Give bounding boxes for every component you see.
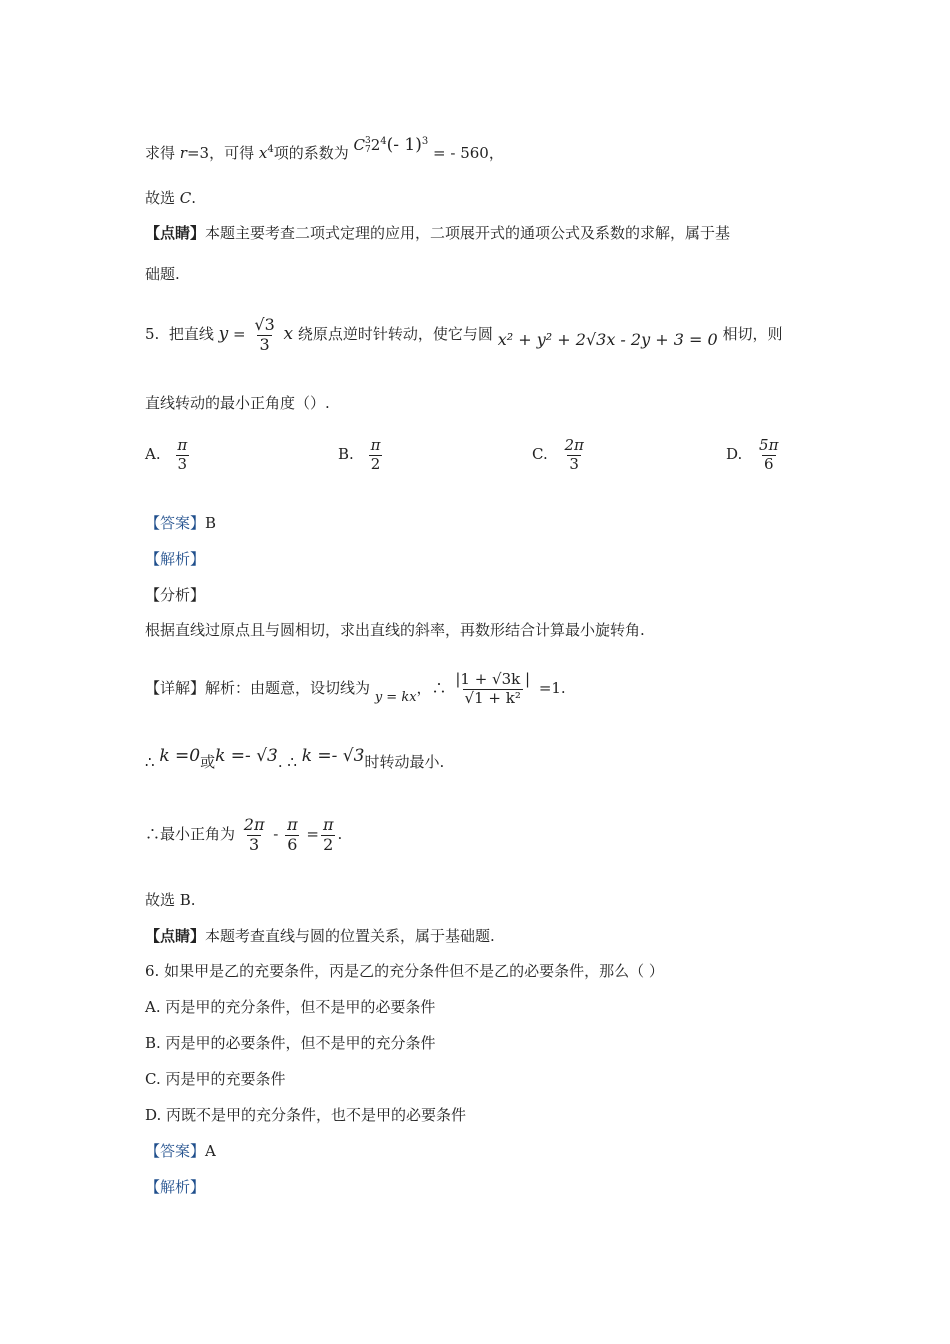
var-r: r — [179, 144, 187, 162]
text: 把直线 — [168, 325, 214, 343]
comb-sup: 3 — [364, 136, 371, 146]
option-c — [532, 432, 588, 476]
denominator: 6 — [763, 454, 774, 473]
numerator: π — [177, 436, 188, 455]
choice: C — [179, 189, 192, 207]
eq: = — [228, 325, 246, 343]
var-x: x — [283, 324, 294, 344]
line-result — [145, 135, 504, 163]
text: 相切，则 — [722, 325, 783, 343]
text: 6. 如果甲是乙的充要条件，丙是乙的充分条件但不是乙的必要条件，那么（ ） — [145, 962, 664, 980]
text: 根据直线过原点且与圆相切，求出直线的斜率，再数形结合计算最小旋转角. — [145, 621, 645, 639]
numerator: π — [322, 815, 334, 835]
text: 或 — [200, 753, 216, 771]
denominator: 3 — [249, 834, 260, 854]
text: 绕原点逆时针转动，使它与圆 — [297, 325, 493, 343]
question-5-cont — [145, 393, 330, 413]
analysis-6 — [145, 1177, 205, 1197]
comment-2 — [145, 926, 495, 946]
detail-line — [145, 660, 566, 718]
comb-c: C — [353, 136, 365, 154]
operator: = — [301, 825, 319, 843]
option-fraction — [757, 437, 780, 473]
paren-expr: (- 1) — [386, 135, 422, 155]
numerator: 2π — [564, 436, 584, 455]
tag-label: 【解析】 — [145, 1178, 206, 1196]
answer-6 — [145, 1141, 216, 1161]
fraction — [242, 816, 267, 854]
numerator: 2π — [243, 815, 265, 835]
q6-option-a — [145, 997, 435, 1017]
exponent: 4 — [380, 136, 387, 147]
answer-value: A — [205, 1142, 216, 1160]
numerator: |1 + √3k | — [455, 670, 531, 689]
numerator: π — [287, 815, 298, 835]
text: 项的系数为 — [273, 144, 349, 162]
text: 础题. — [145, 265, 180, 283]
analysis-5 — [145, 549, 205, 569]
text: 本题主要考查二项式定理的应用，二项展开式的通项公式及系数的求解，属于基 — [205, 224, 731, 242]
k-value: k =0 — [159, 746, 201, 766]
option-label: A. — [145, 445, 161, 463]
comb-sub: 7 — [364, 145, 371, 155]
q6-option-d — [145, 1105, 466, 1125]
fraction — [285, 816, 300, 854]
option-b — [338, 432, 384, 476]
option-fraction — [369, 437, 383, 473]
question-5 — [145, 308, 782, 360]
line-choose — [145, 188, 196, 208]
text: 时转动最小. — [364, 753, 445, 771]
text: 故选 B. — [145, 891, 196, 909]
text: = - 560， — [433, 144, 504, 162]
text: ，∴ — [416, 679, 447, 697]
text: C. 丙是甲的充要条件 — [145, 1070, 286, 1088]
comment-1-cont — [145, 264, 180, 284]
fraction — [252, 316, 276, 354]
option-d — [726, 432, 782, 476]
analysis-text — [145, 620, 645, 640]
var-y: y — [218, 324, 229, 344]
text: =1. — [534, 679, 566, 697]
choose-b — [145, 890, 196, 910]
tangent-equation: y = kx — [374, 690, 417, 705]
option-fraction — [563, 437, 586, 473]
text: D. 丙既不是甲的充分条件，也不是甲的必要条件 — [145, 1106, 467, 1124]
option-label: C. — [532, 445, 548, 463]
text: 解析：由题意，设切线为 — [205, 679, 371, 697]
option-label: B. — [338, 445, 354, 463]
denominator: 2 — [323, 834, 334, 854]
text: 求得 — [145, 144, 180, 162]
exponent: 4 — [267, 144, 274, 155]
analysis-header — [145, 585, 205, 605]
tag-label: 【详解】 — [145, 679, 206, 697]
circle-equation: x² + y² + 2√3x - 2y + 3 = 0 — [497, 330, 718, 349]
tag-label: 【答案】 — [145, 1142, 206, 1160]
question-number: 5. — [145, 325, 160, 343]
answer-5 — [145, 513, 216, 533]
denominator: 2 — [370, 454, 381, 473]
distance-fraction — [453, 671, 532, 707]
denominator: 6 — [287, 834, 298, 854]
q6-option-b — [145, 1033, 436, 1053]
text: 故选 — [145, 189, 180, 207]
option-fraction — [175, 437, 189, 473]
denominator: 3 — [569, 454, 579, 473]
text: . — [337, 825, 343, 843]
coefficient-expression — [353, 136, 433, 154]
text: 本题考查直线与圆的位置关系，属于基础题. — [205, 927, 495, 945]
fraction — [321, 816, 336, 854]
option-label: D. — [726, 445, 743, 463]
text: ∴最小正角为 — [145, 825, 236, 843]
text: B. 丙是甲的必要条件，但不是甲的充分条件 — [145, 1034, 436, 1052]
operator: - — [268, 825, 284, 843]
text: 直线转动的最小正角度（）. — [145, 394, 330, 412]
tag-label: 【答案】 — [145, 514, 206, 532]
k-value: k =- √3 — [301, 746, 365, 766]
text: . ∴ — [277, 753, 302, 771]
tag-label: 【点睛】 — [145, 224, 206, 242]
text: A. 丙是甲的充分条件，但不是甲的必要条件 — [145, 998, 436, 1016]
numerator: √3 — [254, 315, 275, 335]
denominator: 3 — [259, 334, 270, 354]
text: ∴ — [145, 753, 160, 771]
text: =3，可得 — [186, 144, 259, 162]
numerator: 5π — [759, 436, 779, 455]
numerator: π — [370, 436, 381, 455]
text: . — [191, 189, 197, 207]
q6-option-c — [145, 1069, 285, 1089]
answer-value: B — [205, 514, 217, 532]
option-a — [145, 432, 191, 476]
denominator: √1 + k² — [464, 688, 521, 707]
tag-label: 【分析】 — [145, 586, 206, 604]
question-6 — [145, 961, 664, 981]
tag-label: 【点睛】 — [145, 927, 206, 945]
tag-label: 【解析】 — [145, 550, 206, 568]
exponent: 3 — [421, 136, 429, 147]
comment-1 — [145, 223, 730, 243]
therefore-line-2 — [145, 806, 342, 862]
therefore-line-1 — [145, 748, 444, 776]
base-two: 2 — [370, 136, 381, 154]
denominator: 3 — [177, 454, 188, 473]
var-x: x — [258, 144, 268, 162]
k-value: k =- √3 — [215, 746, 278, 766]
